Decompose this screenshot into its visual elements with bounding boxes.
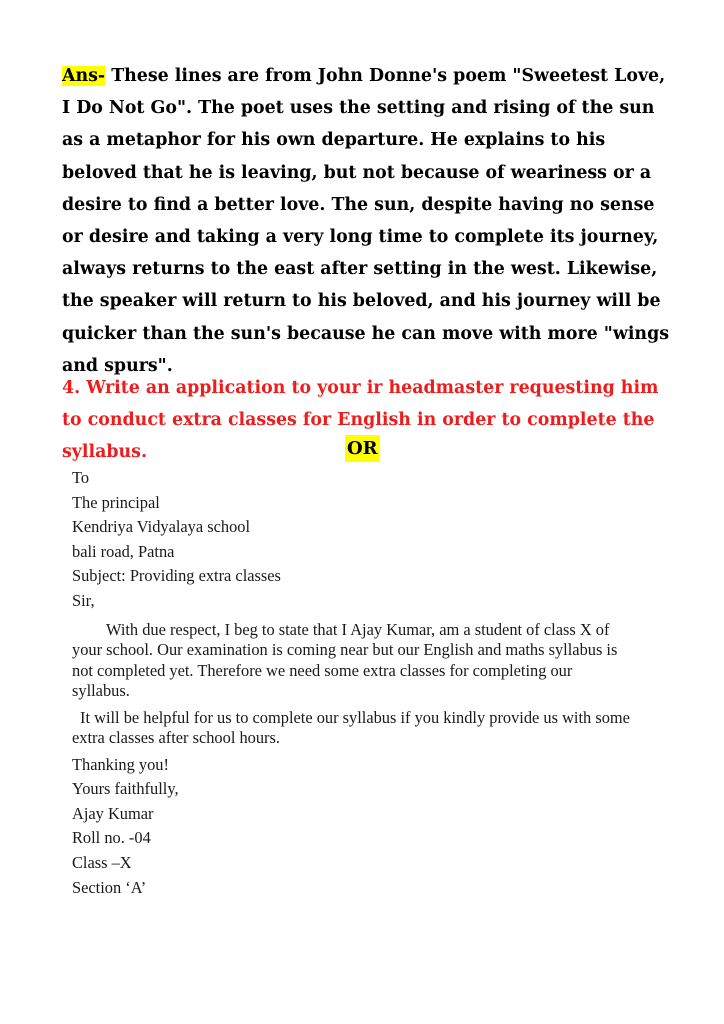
answer-paragraph: [62, 60, 672, 382]
answer-text: These lines are from John Donne's poem "Sweetest Love, I Do Not Go". The poet uses the setting and rising of the sun as a metaphor for his own departure. He explains to his beloved that he is leaving, but not because of weariness or a desire to find a better love. The sun, despite having no sense or desire and taking a very long time to complete its journey, always returns to the east after setting in the west. Likewise, the speaker will return to his beloved, and his journey will be quicker than the sun's because he can move with more "wings and spurs".: [62, 66, 670, 376]
letter-section: Section ‘A’: [72, 877, 147, 897]
letter-subject: Subject: Providing extra classes: [72, 566, 281, 586]
letter-address: bali road, Patna: [72, 541, 175, 561]
letter-class: Class –X: [72, 852, 132, 872]
letter-recipient: The principal: [72, 492, 160, 512]
letter-paragraph-1: With due respect, I beg to state that I Ajay Kumar, am a student of class X of your school. Our examination is coming near but our English and maths syllabus is not completed yet. Therefore we need some extra classes for completing our syllabus.: [72, 619, 618, 701]
letter-roll-number: Roll no. -04: [72, 828, 151, 848]
application-letter: [72, 466, 632, 900]
letter-closing: Yours faithfully,: [72, 779, 179, 799]
question-4: 4. Write an application to your ir headmaster requesting him to conduct extra classes for English in order to complete the syllabus.: [62, 378, 659, 462]
letter-salutation: Sir,: [72, 590, 95, 610]
letter-paragraph-2: It will be helpful for us to complete our syllabus if you kindly provide us with some extra classes after school hours.: [72, 707, 630, 748]
letter-sender-name: Ajay Kumar: [72, 803, 154, 823]
letter-school: Kendriya Vidyalaya school: [72, 517, 251, 537]
letter-thanks: Thanking you!: [72, 754, 169, 774]
answer-label: Ans-: [62, 66, 106, 86]
or-marker: OR: [345, 435, 380, 462]
letter-to: To: [72, 468, 90, 487]
